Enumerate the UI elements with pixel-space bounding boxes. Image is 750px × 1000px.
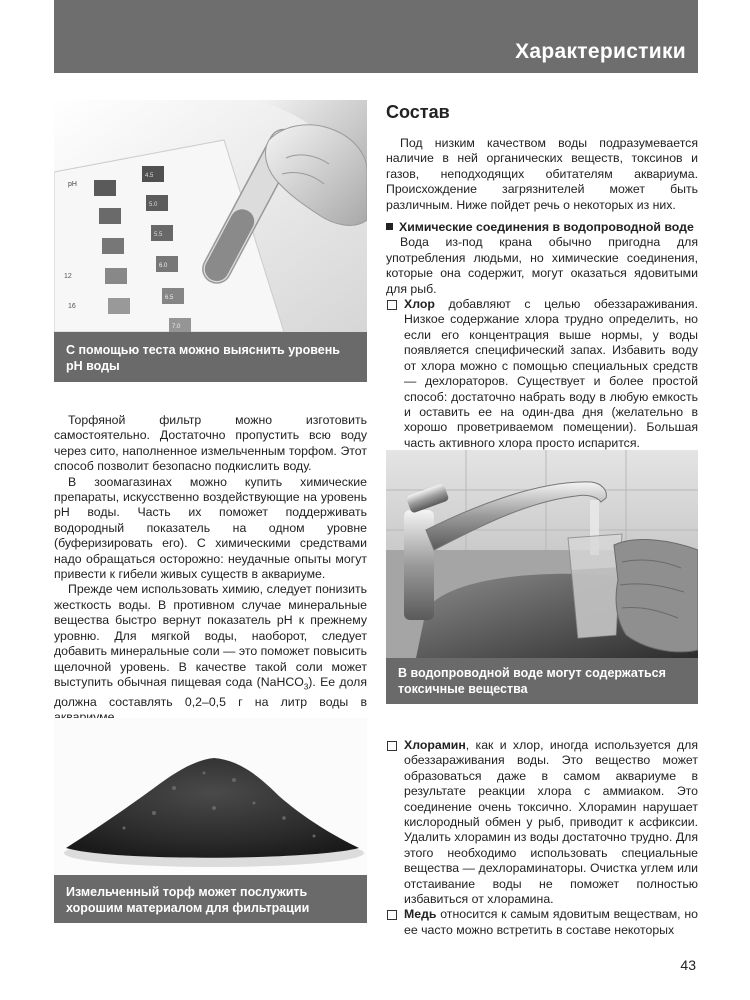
subscript: 3 bbox=[303, 682, 309, 692]
left-column-text bbox=[54, 413, 367, 726]
paragraph bbox=[54, 582, 367, 725]
ph-test-photo bbox=[54, 100, 367, 332]
right-column-text-top bbox=[386, 136, 698, 451]
paragraph: В зоомагазинах можно купить химические препараты, искусственно воздействующие на уровень pH воды. Часть их поможет поддерживать водородный показатель на одном уровне (буферизировать его). С химическими средствами надо обращаться осторожно: неудачные опыты могут привести к гибели живых существ в аквариуме. bbox=[54, 474, 367, 582]
paragraph-text: Прежде чем использовать химию, следует понизить жесткость воды. В противном случае минеральные вещества быстро вернут показатель pH к прежнему уровню. Для мягкой воды, наоборот, следует добавить минеральные соли — это поможет повысить щелочной уровень. В качестве такой соли может выступить обычная пищевая сода (NaHCO bbox=[54, 582, 367, 689]
peat-caption bbox=[54, 875, 367, 923]
paragraph-text: ). Ее доля должна составлять 0,2–0,5 г на литр воды в bbox=[54, 674, 367, 709]
bullet-chlorine bbox=[386, 297, 698, 451]
ph-value: 7.0 bbox=[172, 324, 181, 330]
ph-value: 5.5 bbox=[154, 232, 163, 238]
bullet-copper bbox=[386, 907, 698, 938]
checkbox-bullet-icon bbox=[387, 741, 397, 751]
bullet-term: Хлор bbox=[404, 297, 435, 312]
peat-photo bbox=[54, 718, 367, 875]
bullet-text: относится к самым ядовитым веществам, но ее часто можно встретить в составе некоторых bbox=[404, 907, 698, 937]
bullet-text: добавляют с целью обеззараживания. Низкое содержание хлора трудно определить, но если его концентрация выше нормы, у воды появляется специфический запах. Избавить воду от хлора можно с помощью специальных средств — дехлораторов. Существует и более простой способ: достаточно набрать воду в любую емкость и оставить ее на один-два дня (желательно в хорошо проветриваемом помещении). Большая часть активного хлора просто испарится. bbox=[404, 297, 698, 450]
checkbox-bullet-icon bbox=[387, 300, 397, 310]
caption-text: Измельченный торф может послужить хорошим материалом для фильтрации bbox=[66, 885, 310, 915]
ph-value: 4.5 bbox=[145, 173, 154, 179]
caption-text: В водопроводной воде могут содержаться токсичные вещества bbox=[398, 666, 666, 696]
page-number: 43 bbox=[680, 957, 696, 973]
ph-value: 6.5 bbox=[165, 295, 174, 301]
bullet-term: Медь bbox=[404, 907, 437, 922]
bullet-term: Хлорамин bbox=[404, 738, 466, 752]
intro-paragraph: Под низким качеством воды подразумевается наличие в ней органических веществ, токсинов и газов, неподходящих обитателям аквариума. Происхождение загрязнителей может быть различным. Ниже пойдет речь о некоторых из них. bbox=[386, 136, 698, 212]
square-bullet-icon bbox=[386, 223, 393, 230]
checkbox-bullet-icon bbox=[387, 910, 397, 920]
tap-water-photo bbox=[386, 450, 698, 658]
page-header-title: Характеристики bbox=[515, 40, 686, 63]
subheading bbox=[386, 220, 698, 235]
right-column-text-bottom bbox=[386, 738, 698, 938]
ph-value: 6.0 bbox=[159, 263, 168, 269]
tap-water-caption bbox=[386, 658, 698, 704]
paragraph: Вода из-под крана обычно пригодна для употребления людьми, но химические соединения, которые она содержит, могут оказаться ядовитыми для рыб. bbox=[386, 235, 698, 296]
section-title: Состав bbox=[386, 102, 450, 122]
bullet-text: , как и хлор, иногда используется для обеззараживания воды. Это вещество может образоваться даже в самом аквариуме в результате реакции хлора с аммиаком. Это соединение очень токсично. Хлорамин нарушает кислородный обмен у рыб, приводит к асфиксии. Удалить хлорамин из воды достаточно трудно. Для этого необходимо использовать специальные вещества — дехлораминаторы. Очистка углем или отстаивание воды не поможет полностью избавиться от хлорамина. bbox=[404, 738, 698, 907]
subheading-text: Химические соединения в водопроводной воде bbox=[399, 220, 694, 235]
header-bar bbox=[54, 0, 698, 73]
ph-left-value: 12 bbox=[64, 273, 72, 280]
bullet-chloramine bbox=[386, 738, 698, 907]
ph-label: pH bbox=[68, 181, 77, 188]
ph-value: 5.0 bbox=[149, 202, 158, 208]
caption-text: С помощью теста можно выяснить уровень pH воды bbox=[66, 343, 340, 373]
ph-test-caption bbox=[54, 332, 367, 382]
ph-left-value: 16 bbox=[68, 303, 76, 310]
paragraph: Торфяной фильтр можно изготовить самостоятельно. Достаточно пропустить всю воду через сито, наполненное измельченным торфом. Этот способ позволит безопасно подкислить воду. bbox=[54, 413, 367, 474]
